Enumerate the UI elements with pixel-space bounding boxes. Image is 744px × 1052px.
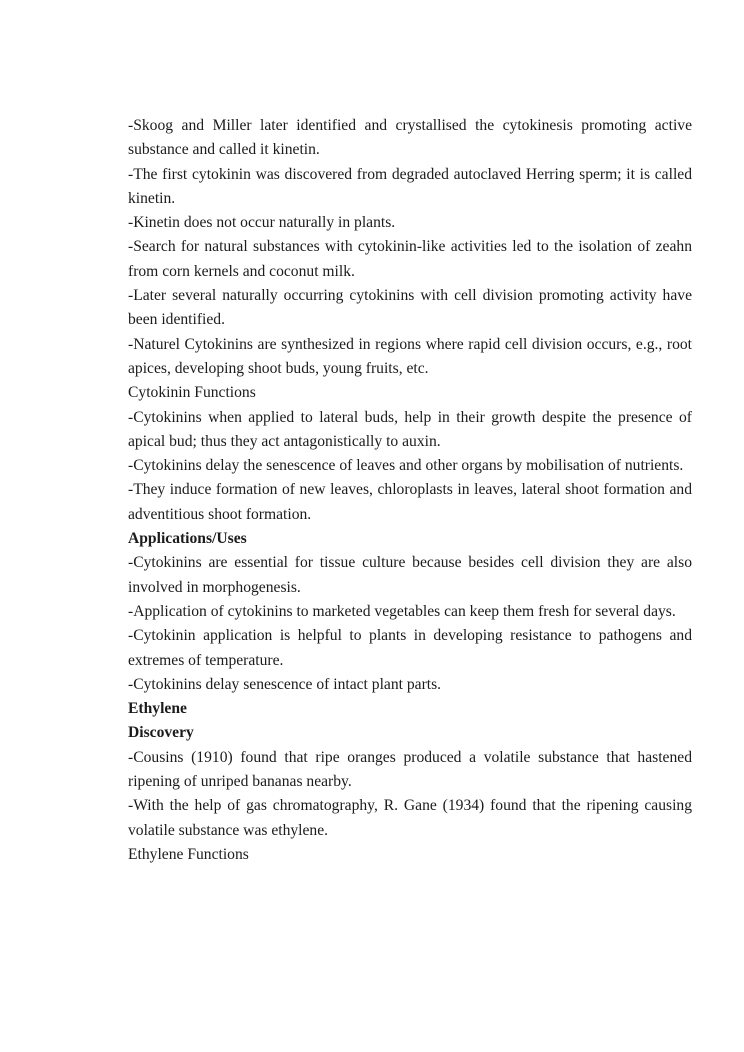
heading-ethylene: Ethylene xyxy=(128,700,187,718)
document-text-column xyxy=(128,114,692,867)
paragraph-search-natural-substances-zeahn: -Search for natural substances with cytokinin-like activities led to the isolation of zeahn from corn kernels and coconut milk. xyxy=(128,238,692,280)
paragraph-induce-new-leaves-chloroplasts: -They induce formation of new leaves, chloroplasts in leaves, lateral shoot formation and adventitious shoot formation. xyxy=(128,481,692,523)
paragraph-delay-senescence-intact-plant-parts: -Cytokinins delay senescence of intact plant parts. xyxy=(128,675,442,693)
heading-ethylene-functions: Ethylene Functions xyxy=(128,845,249,863)
paragraph-gane-1934-gas-chromatography: -With the help of gas chromatography, R. Gane (1934) found that the ripening causing volatile substance was ethylene. xyxy=(128,797,692,839)
heading-cytokinin-functions: Cytokinin Functions xyxy=(128,384,256,402)
paragraph-naturel-cytokinins-synthesis-regions: -Naturel Cytokinins are synthesized in regions where rapid cell division occurs, e.g., root apices, developing shoot buds, young fruits, etc. xyxy=(128,335,692,377)
paragraph-skoog-miller-kinetin: -Skoog and Miller later identified and crystallised the cytokinesis promoting active substance and called it kinetin. xyxy=(128,117,692,159)
paragraph-marketed-vegetables-fresh: -Application of cytokinins to marketed vegetables can keep them fresh for several days. xyxy=(128,602,676,620)
paragraph-resistance-pathogens-temperature: -Cytokinin application is helpful to plants in developing resistance to pathogens and extremes of temperature. xyxy=(128,627,692,669)
paragraph-first-cytokinin-herring-sperm: -The first cytokinin was discovered from degraded autoclaved Herring sperm; it is called kinetin. xyxy=(128,165,692,207)
paragraph-kinetin-not-natural: -Kinetin does not occur naturally in plants. xyxy=(128,214,396,232)
paragraph-cytokinins-lateral-buds-antagonistic-auxin: -Cytokinins when applied to lateral buds, help in their growth despite the presence of apical bud; thus they act antagonistically to auxin. xyxy=(128,408,692,450)
heading-discovery: Discovery xyxy=(128,724,194,742)
heading-applications-uses: Applications/Uses xyxy=(128,530,247,548)
paragraph-tissue-culture-morphogenesis: -Cytokinins are essential for tissue culture because besides cell division they are also involved in morphogenesis. xyxy=(128,554,692,596)
paragraph-later-naturally-occurring-cytokinins: -Later several naturally occurring cytokinins with cell division promoting activity have been identified. xyxy=(128,287,692,329)
paragraph-cousins-1910-oranges-bananas: -Cousins (1910) found that ripe oranges produced a volatile substance that hastened ripening of unriped bananas nearby. xyxy=(128,748,692,791)
paragraph-cytokinins-delay-senescence-mobilisation: -Cytokinins delay the senescence of leaves and other organs by mobilisation of nutrients. xyxy=(128,457,684,475)
